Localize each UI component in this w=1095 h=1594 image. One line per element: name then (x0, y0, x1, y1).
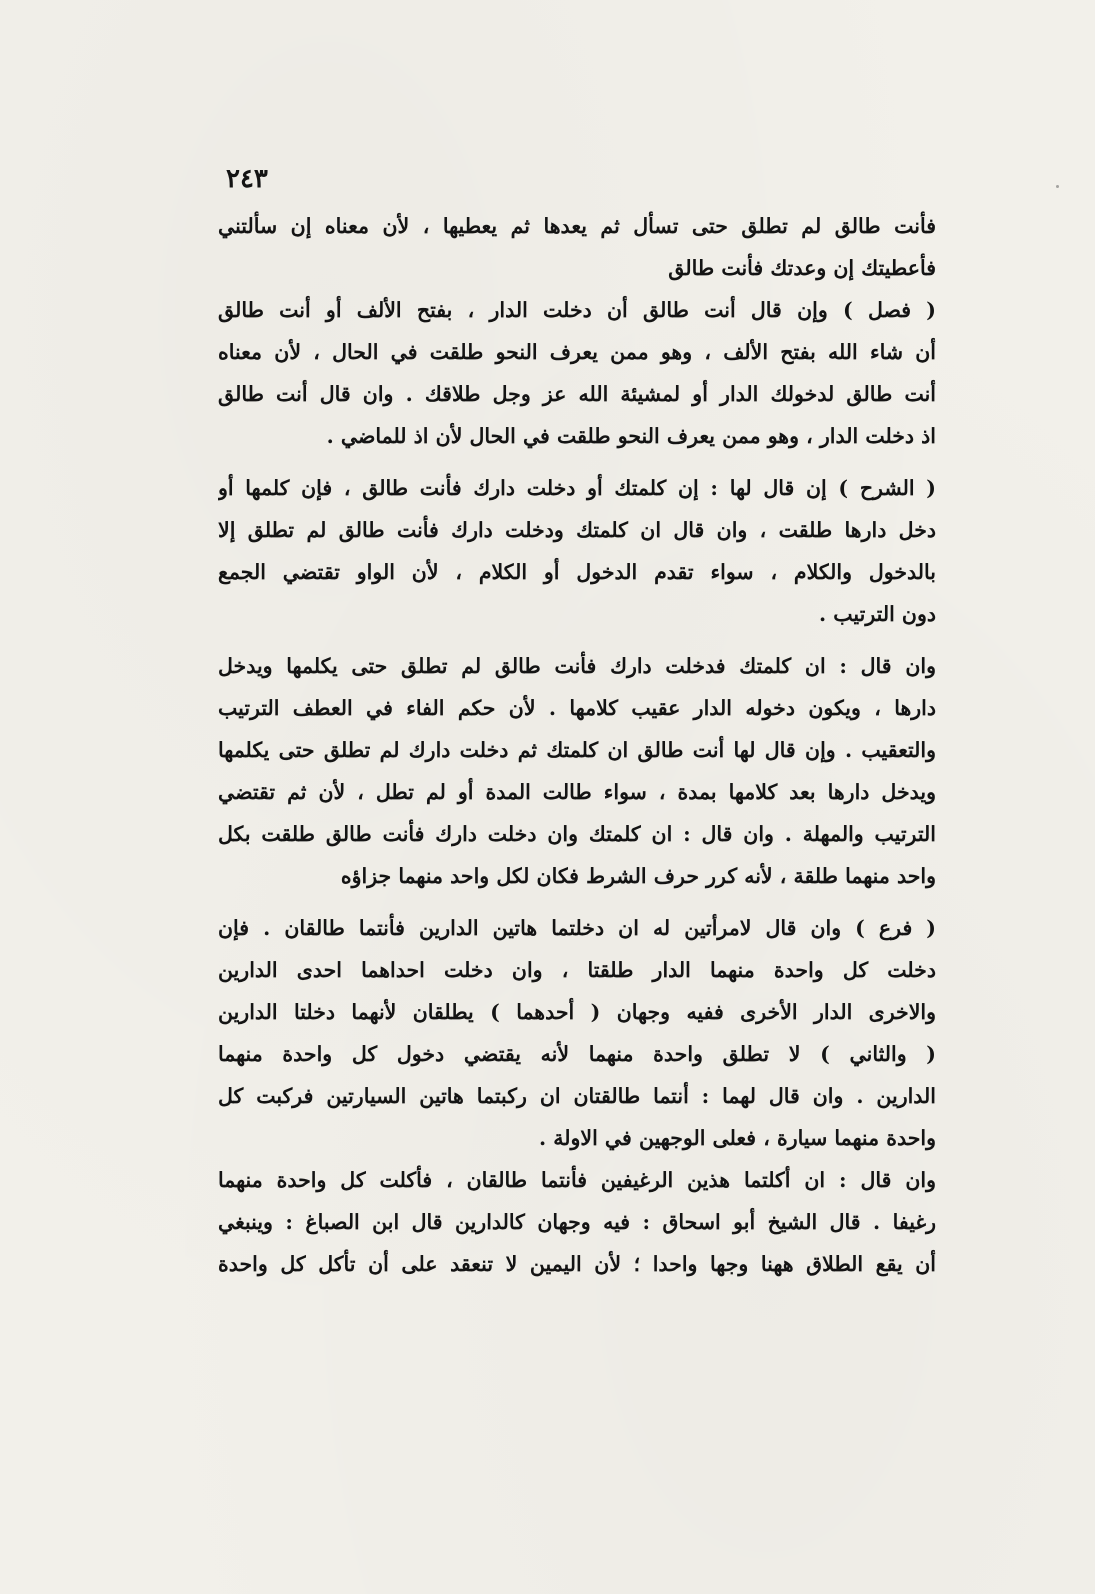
text-line: رغيفا . قال الشيخ أبو اسحاق : فيه وجهان كالدارين قال ابن الصباغ : وينبغي (218, 1210, 936, 1234)
text-line: أن شاء الله بفتح الألف ، وهو ممن يعرف النحو طلقت في الحال ، لأن معناه (218, 340, 936, 364)
text-line: دخل دارها طلقت ، وان قال ان كلمتك ودخلت دارك فأنت طالق لم تطلق إلا (218, 518, 936, 542)
paragraph-gap (218, 897, 936, 907)
text-line: أن يقع الطلاق ههنا وجها واحدا ؛ لأن اليمين لا تنعقد على أن تأكل كل واحدة (218, 1252, 936, 1276)
text-line: بالدخول والكلام ، سواء تقدم الدخول أو الكلام ، لأن الواو تقتضي الجمع (218, 560, 936, 584)
text-line: واحد منهما طلقة ، لأنه كرر حرف الشرط فكان لكل واحد منهما جزاؤه (340, 864, 936, 888)
text-line: اذ دخلت الدار ، وهو ممن يعرف النحو طلقت في الحال لأن اذ للماضي . (326, 424, 936, 448)
text-line: والاخرى الدار الأخرى ففيه وجهان ( أحدهما ) يطلقان لأنهما دخلتا الدارين (218, 1000, 936, 1024)
text-line: فأنت طالق لم تطلق حتى تسأل ثم يعدها ثم يعطيها ، لأن معناه إن سألتني (218, 214, 936, 238)
text-line: دارها ، ويكون دخوله الدار عقيب كلامها . لأن حكم الفاء في العطف الترتيب (218, 696, 936, 720)
text-line: واحدة منهما سيارة ، فعلى الوجهين في الاولة . (539, 1126, 936, 1150)
page-number: ٢٤٣ (226, 164, 268, 194)
text-line: دخلت كل واحدة منهما الدار طلقتا ، وان دخلت احداهما احدى الدارين (218, 958, 936, 982)
text-line: وان قال : ان كلمتك فدخلت دارك فأنت طالق لم تطلق حتى يكلمها ويدخل (218, 654, 936, 678)
body-text (218, 205, 936, 1285)
text-line: الترتيب والمهلة . وان قال : ان كلمتك وان دخلت دارك فأنت طالق طلقت بكل (218, 822, 936, 846)
text-line: ( فرع ) وان قال لامرأتين له ان دخلتما هاتين الدارين فأنتما طالقان . فإن (218, 916, 936, 940)
text-line: الدارين . وان قال لهما : أنتما طالقتان ان ركبتما هاتين السيارتين فركبت كل (218, 1084, 936, 1108)
text-line: ويدخل دارها بعد كلامها بمدة ، سواء طالت المدة أو لم تطل ، لأن ثم تقتضي (218, 780, 936, 804)
text-line: ( الشرح ) إن قال لها : إن كلمتك أو دخلت دارك فأنت طالق ، فإن كلمها أو (218, 476, 936, 500)
text-line: فأعطيتك إن وعدتك فأنت طالق (668, 256, 936, 280)
text-line: أنت طالق لدخولك الدار أو لمشيئة الله عز وجل طلاقك . وان قال أنت طالق (218, 382, 936, 406)
text-line: ( والثاني ) لا تطلق واحدة منهما لأنه يقتضي دخول كل واحدة منهما (218, 1042, 936, 1066)
paragraph-gap (218, 457, 936, 467)
scan-speck (1056, 185, 1059, 188)
text-line: دون الترتيب . (819, 602, 936, 626)
text-line: وان قال : ان أكلتما هذين الرغيفين فأنتما طالقان ، فأكلت كل واحدة منهما (218, 1168, 936, 1192)
paragraph-gap (218, 635, 936, 645)
text-line: والتعقيب . وإن قال لها أنت طالق ان كلمتك ثم دخلت دارك لم تطلق حتى يكلمها (218, 738, 936, 762)
text-line: ( فصل ) وإن قال أنت طالق أن دخلت الدار ، بفتح الألف أو أنت طالق (218, 298, 936, 322)
